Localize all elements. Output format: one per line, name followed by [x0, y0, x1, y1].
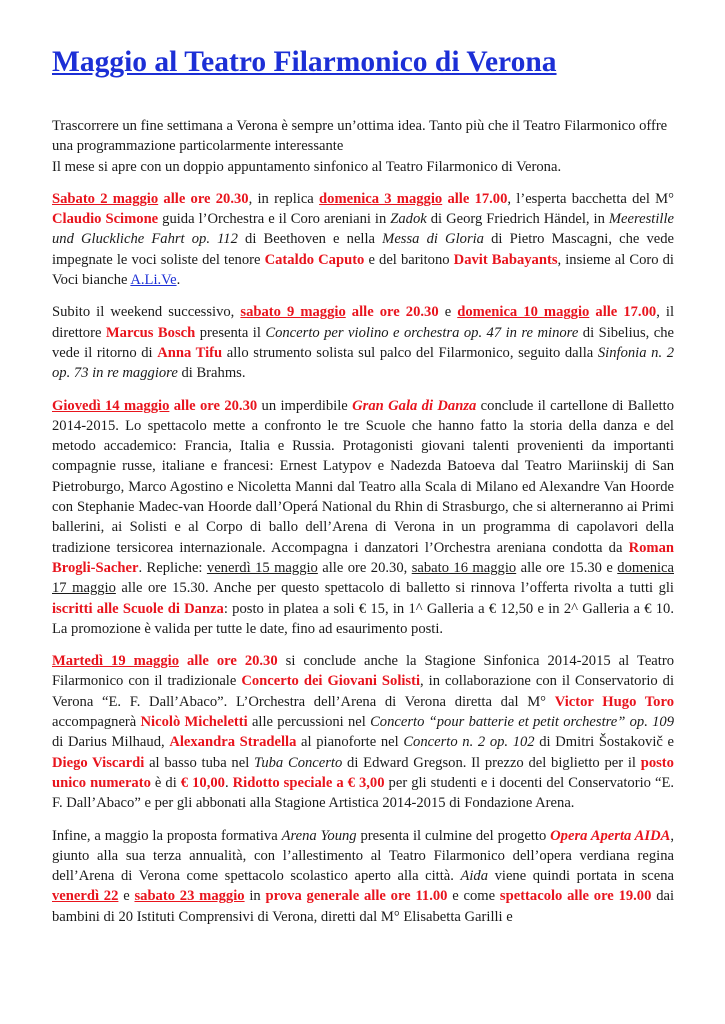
- person-name: Alexandra Stradella: [169, 734, 297, 751]
- text: .: [176, 272, 181, 289]
- article: [52, 0, 674, 927]
- text: conclude il cartellone di Balletto 2014-2015. Lo spettacolo mette a confronto le tre Scuole che hanno fatto la storia della danza e del metodo accademico: Francia, Italia e Russia. Protagonisti giovani talenti provenienti da importanti compagnie russe, italiane e francesi: Ernest Latypov e Nadezda Batoeva dal Teatro Mariinskij di San Pietroburgo, Marco Agostino e Nicoletta Manni dal Teatro alla Scala di Milano ed Alexandre Van Hoorde con Stephanie Madec-van Hoorde dall’Operá National du Rhin di Strasburgo, che si alterneranno ai Primi ballerini, ai Solisti e al Corpo di ballo dell’Arena di Verona in un programma di capolavori della tradizione tersicorea internazionale. Accompagna i danzatori l’Orchestra areniana condotta da: [52, 397, 674, 556]
- paragraph-aida: [52, 826, 674, 927]
- text: al pianoforte nel: [296, 734, 404, 751]
- text: presenta il culmine del progetto: [356, 827, 551, 844]
- text: .: [224, 774, 233, 791]
- event-title: Gran Gala di Danza: [352, 397, 477, 414]
- work-title: Sinfonia n. 2 op. 73 in re maggiore: [52, 344, 675, 382]
- date: Giovedì 14 maggio: [52, 397, 170, 414]
- text: alle ore 15.30 e: [516, 559, 618, 576]
- person-name: Roman Brogli-Sacher: [52, 539, 674, 576]
- text: Infine, a maggio la proposta formativa: [52, 827, 282, 844]
- time: alle 17.00: [589, 304, 657, 321]
- date: domenica 10 maggio: [457, 304, 590, 321]
- person-name: Anna Tifu: [157, 344, 223, 361]
- text: al basso tuba nel: [144, 754, 255, 771]
- date: sabato 23 maggio: [134, 888, 245, 905]
- text: , in collaborazione con il Conservatorio di Verona “E. F. Dall’Abaco”. L’Orchestra dell’Arena di Verona diretta dal M°: [52, 673, 674, 710]
- paragraph-bosch: [52, 302, 674, 383]
- person-name: Davit Babayants: [453, 251, 558, 268]
- work-title: Aida: [460, 868, 489, 885]
- work-title: Tuba Concerto: [254, 754, 343, 771]
- text: presenta il: [195, 324, 266, 341]
- text: , insieme al Coro di Voci bianche: [52, 251, 674, 289]
- text: in: [244, 888, 266, 905]
- event-title: Opera Aperta AIDA: [550, 827, 671, 844]
- text: e: [118, 888, 135, 905]
- text: di Brahms.: [177, 365, 246, 382]
- work-title: Messa di Gloria: [382, 231, 484, 248]
- person-name: Diego Viscardi: [52, 754, 145, 771]
- text: : posto in platea a soli € 15, in 1^ Galleria a € 12,50 e in 2^ Galleria a € 10. La promozione è valida per tutte le date, fino ad esaurimento posti.: [52, 600, 674, 637]
- text: di Georg Friedrich Händel, in: [426, 211, 609, 228]
- text: di Sibelius, che vede il ritorno di: [52, 324, 674, 361]
- page-title[interactable]: Maggio al Teatro Filarmonico di Verona: [52, 46, 557, 78]
- date: Martedì 19 maggio: [52, 653, 180, 670]
- intro-text-2: Il mese si apre con un doppio appuntamento sinfonico al Teatro Filarmonico di Verona.: [52, 158, 562, 175]
- text: , il direttore: [52, 304, 675, 341]
- alive-link[interactable]: A.Li.Ve: [130, 272, 177, 289]
- intro-paragraph: [52, 116, 674, 177]
- text: . Repliche:: [138, 559, 207, 576]
- person-name: Cataldo Caputo: [264, 251, 365, 268]
- work-title: Zadok: [390, 211, 427, 228]
- text: e del baritono: [364, 251, 454, 268]
- person-name: Nicolò Micheletti: [140, 714, 248, 731]
- text: accompagnerà: [52, 714, 141, 731]
- paragraph-scimone: [52, 189, 674, 290]
- date: Sabato 2 maggio: [52, 190, 159, 207]
- date: venerdì 15 maggio: [206, 559, 318, 576]
- text: di Edward Gregson. Il prezzo del biglietto per il: [342, 754, 641, 771]
- date: sabato 16 maggio: [411, 559, 517, 576]
- work-title: Concerto per violino e orchestra op. 47 in re minore: [265, 324, 579, 341]
- time: alle ore 20.30: [345, 304, 439, 321]
- paragraph-solisti: [52, 651, 674, 813]
- person-name: Marcus Bosch: [105, 324, 196, 341]
- date: venerdì 22: [52, 888, 119, 905]
- time: alle ore 20.30: [169, 397, 258, 414]
- work-title: Concerto “pour batterie et petit orchestre” op. 109: [370, 714, 674, 731]
- time: alle ore 20.30: [158, 190, 249, 207]
- work-title: Concerto n. 2 op. 102: [403, 734, 535, 751]
- text: di Beethoven e nella: [237, 231, 383, 248]
- date: domenica 3 maggio: [319, 190, 443, 207]
- text: per gli studenti e i docenti del Conservatorio “E. F. Dall’Abaco” e per gli abbonati alla Stagione Artistica 2014-2015 di Fondazione Arena.: [52, 774, 675, 812]
- text: , l’esperta bacchetta del M°: [507, 190, 674, 207]
- paragraph-gala: [52, 396, 674, 640]
- highlight: spettacolo alle ore 19.00: [499, 888, 652, 905]
- highlight: prova generale alle ore 11.00: [265, 888, 448, 905]
- price: Ridotto speciale a € 3,00: [232, 774, 385, 791]
- text: , giunto alla sua terza annualità, con l’allestimento al Teatro Filarmonico dell’opera verdiana regina dell’Arena di Verona come spettacolo scolastico aperto alla città.: [52, 827, 675, 885]
- date: domenica 17 maggio: [52, 559, 674, 597]
- highlight: posto unico numerato: [52, 754, 674, 791]
- person-name: Claudio Scimone: [52, 211, 159, 228]
- text: , in replica: [248, 190, 320, 207]
- text: alle percussioni nel: [247, 714, 371, 731]
- date: sabato 9 maggio: [240, 304, 346, 321]
- text: Subito il weekend successivo,: [52, 304, 241, 321]
- text: guida l’Orchestra e il Coro areniani in: [158, 211, 391, 228]
- work-title: Meerestille und Gluckliche Fahrt op. 112: [52, 211, 674, 248]
- text: di Darius Milhaud,: [52, 734, 170, 751]
- highlight: iscritti alle Scuole di Danza: [52, 600, 224, 617]
- text: viene quindi portata in scena: [488, 868, 674, 885]
- time: alle 17.00: [442, 190, 508, 207]
- text: è di: [150, 774, 181, 791]
- person-name: Victor Hugo Toro: [554, 693, 674, 710]
- text: alle ore 20.30,: [317, 559, 412, 576]
- text: si conclude anche la Stagione Sinfonica 2014-2015 al Teatro Filarmonico con il tradizionale: [52, 653, 674, 690]
- event-title: Concerto dei Giovani Solisti: [241, 673, 421, 690]
- text: di Pietro Mascagni, che vede impegnate le voci soliste del tenore: [52, 231, 675, 268]
- price: € 10,00: [180, 774, 225, 791]
- text: e: [438, 304, 458, 321]
- intro-text: Trascorrere un fine settimana a Verona è sempre un’ottima idea. Tanto più che il Teatro Filarmonico offre una programmazione particolarmente interessante: [52, 118, 668, 155]
- text: un imperdibile: [257, 397, 353, 414]
- project-title: Arena Young: [281, 827, 357, 844]
- text: di Dmitri Šostakovič e: [534, 734, 674, 751]
- text: alle ore 15.30. Anche per questo spettacolo di balletto si rinnova l’offerta rivolta a tutti gli: [115, 580, 674, 597]
- text: allo strumento solista sul palco del Filarmonico, seguito dalla: [222, 344, 598, 361]
- text: e come: [447, 888, 500, 905]
- text: dai bambini di 20 Istituti Comprensivi di Verona, diretti dal M° Elisabetta Garilli e: [52, 888, 675, 925]
- time: alle ore 20.30: [179, 653, 278, 670]
